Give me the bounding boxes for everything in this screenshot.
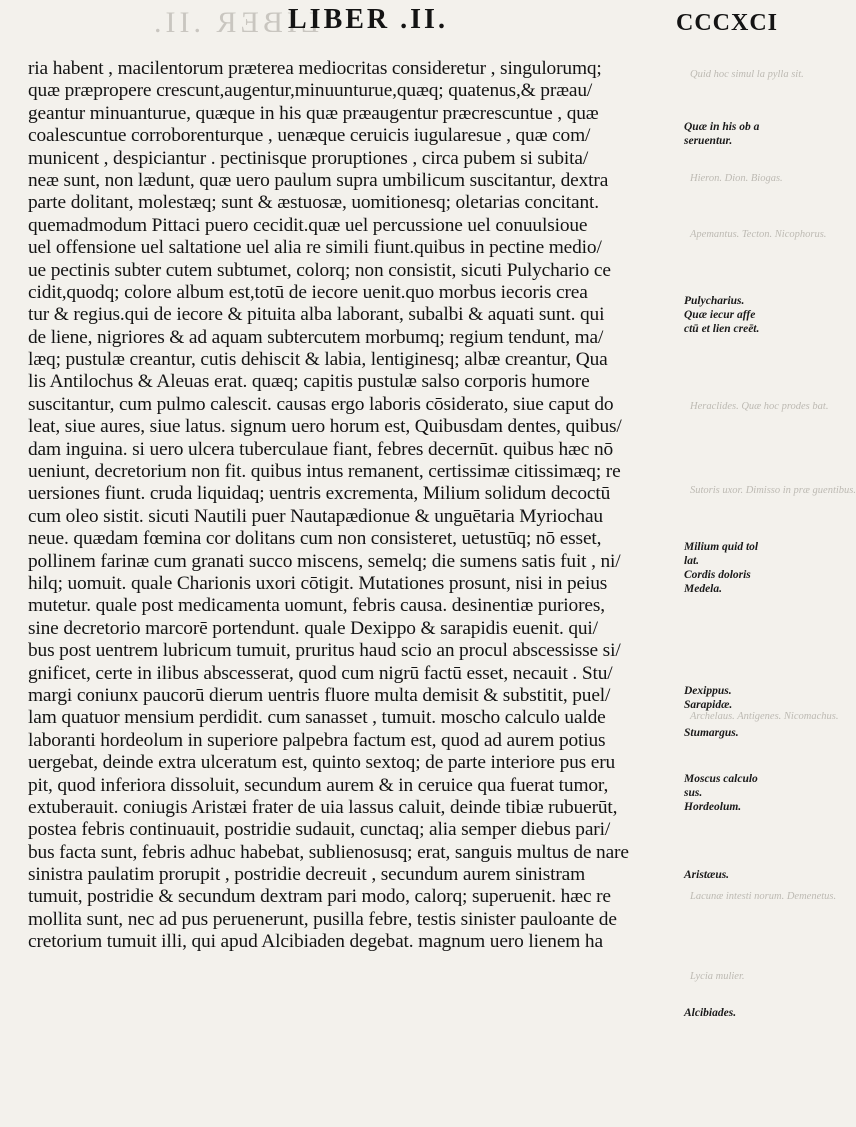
text-line: læq; pustulæ creantur, cutis dehiscit & labia, lentiginesq; albæ creantur, Qua — [28, 349, 608, 371]
text-line: parte dolitant, molestæq; sunt & æstuosæ, uomitionesq; oletarias concitant. — [28, 192, 599, 214]
bleed-note: Heraclides. Quæ hoc prodes bat. — [690, 401, 829, 412]
text-line: leat, siue aures, siue latus. signum uero horum est, Quibusdam dentes, quibus/ — [28, 416, 622, 438]
margin-note: Aristæus. — [684, 869, 730, 881]
text-line: laboranti hordeolum in superiore palpebra factum est, quod ad aurem potius — [28, 729, 606, 751]
margin-note: Pulycharius. Quæ iecur affe ctū et lien creēt. — [684, 295, 760, 335]
text-line: coalescuntue corroborenturque , uenæque ceruicis iugularesue , quæ com/ — [28, 125, 591, 147]
text-line: bus facta sunt, febris adhuc habebat, sublienosusq; erat, sanguis multus de nare — [28, 841, 629, 863]
text-line: hilq; uomuit. quale Charionis uxori cōtigit. Mutationes prosunt, nisi in peius — [28, 572, 608, 594]
text-line: tumuit, postridie & secundum dextram pari modo, calorq; superuenit. hæc re — [28, 886, 611, 908]
bleed-note: Hieron. Dion. Biogas. — [690, 173, 783, 184]
text-line: postea febris continuauit, postridie sudauit, cunctaq; alia semper diebus pari/ — [28, 819, 611, 841]
text-line: geantur minuanturue, quæque in his quæ præaugentur præcrescuntue , quæ — [28, 102, 599, 124]
text-line: dam inguina. si uero ulcera tuberculaue fiant, febres decernūt. quibus hæc nō — [28, 438, 614, 460]
text-line: uergebat, deinde extra ulceratum est, quinto sextoq; de parte interiore pus eru — [28, 752, 616, 774]
text-line: suscitantur, cum pulmo calescit. causas ergo laboris cōsiderato, siue caput do — [28, 393, 614, 415]
text-line: cum oleo sistit. sicuti Nautili puer Nautapædionue & unguētaria Myriochau — [28, 505, 603, 527]
text-line: municent , despiciantur . pectinisque proruptiones , circa pubem si subita/ — [28, 147, 589, 169]
text-line: quæ præpropere crescunt,augentur,minuunturue,quæq; quatenus,& præau/ — [28, 80, 593, 102]
margin-note: Alcibiades. — [684, 1007, 737, 1019]
text-line: sinistra paulatim prorupit , postridie decreuit , secundum aurem sinistram — [28, 864, 586, 886]
running-head: LIBER .II. — [288, 4, 448, 35]
text-line: tur & regius.qui de iecore & pituita alba laborant, subalbi & aquati sunt. qui — [28, 304, 605, 326]
text-line: neue. quædam fœmina cor dolitans cum non consisteret, uetustūq; nō esset, — [28, 528, 602, 550]
text-line: ria habent , macilentorum præterea mediocritas consideretur , singulorumq; — [28, 58, 602, 79]
text-line: gnificet, certe in ilibus abscesserat, quod cum nigrū factū esset, necauit . Stu/ — [28, 662, 613, 684]
text-line: cretorium tumuit illi, qui apud Alcibiaden degebat. magnum uero lienem ha — [28, 931, 603, 953]
margin-note: Dexippus. Sarapidæ. — [684, 685, 733, 711]
text-line: quemadmodum Pittaci puero cecidit.quæ uel percussione uel conuulsioue — [28, 214, 588, 236]
bleed-note: Lacunæ intesti norum. Demenetus. — [690, 891, 837, 902]
text-line: margi coniunx paucorū dierum uentris fluore multa demisit & substitit, puel/ — [28, 684, 611, 706]
text-line: mutetur. quale post medicamenta uomunt, febris causa. desinentiæ puriores, — [28, 595, 605, 617]
bleed-note: Apemantus. Tecton. Nicophorus. — [690, 229, 827, 240]
text-line: neæ sunt, non lædunt, quæ uero paulum supra umbilicum suscitantur, dextra — [28, 169, 609, 191]
text-line: pollinem farinæ cum granati succo miscens, semelq; die sumens satis fuit , ni/ — [28, 550, 621, 572]
bleed-note: Sutoris uxor. Dimisso in præ guentibus. — [690, 485, 856, 496]
text-line: lam quatuor mensium perdidit. cum sanasset , tumuit. moscho calculo ualde — [28, 707, 606, 729]
bleed-note: Archelaus. Antigenes. Nicomachus. — [690, 711, 839, 722]
margin-note: Milium quid tol lat. Cordis doloris Medela. — [684, 541, 759, 595]
folio-number: CCCXCI — [676, 10, 778, 36]
bleed-through-heading: LIBER .II. — [150, 6, 320, 39]
main-text-block — [28, 58, 678, 954]
text-line: extuberauit. coniugis Aristæi frater de uia lassus caluit, deinde tibiæ rubuerūt, — [28, 796, 618, 818]
bleed-note: Quid hoc simul la pylla sit. — [690, 69, 804, 80]
text-line: cidit,quodq; colore album est,totū de iecore uenit.quo morbus iecoris crea — [28, 281, 588, 303]
margin-note: Moscus calculo sus. Hordeolum. — [684, 773, 758, 813]
text-line: mollita sunt, nec ad pus peruenerunt, pusilla febre, testis sinister pauloante de — [28, 908, 617, 930]
text-line: ue pectinis subter cutem subtumet, colorq; non consistit, sicuti Pulychario ce — [28, 259, 611, 281]
text-line: uel offensione uel saltatione uel alia re simili fiunt.quibus in pectine medio/ — [28, 237, 602, 259]
text-line: ueniunt, decretorium non fit. quibus intus remanent, certissimæ citissimæq; re — [28, 461, 621, 483]
text-line: lis Antilochus & Aleuas erat. quæq; capitis pustulæ salso corporis humore — [28, 371, 590, 393]
text-line: sine decretorio marcorē portendunt. quale Dexippo & sarapidis euenit. qui/ — [28, 617, 598, 639]
text-line: de liene, nigriores & ad aquam subtercutem morbumq; regium tendunt, ma/ — [28, 326, 604, 348]
bleed-note: Lycia mulier. — [690, 971, 745, 982]
text-line: uersiones fiunt. cruda liquidaq; uentris excrementa, Milium solidum decoctū — [28, 483, 611, 505]
margin-note: Quæ in his ob a seruentur. — [684, 121, 760, 147]
text-line: pit, quod inferiora dissoluit, secundum aurem & in ceruice qua fuerat tumor, — [28, 774, 609, 796]
margin-note: Stumargus. — [684, 727, 739, 739]
text-line: bus post uentrem lubricum tumuit, pruritus haud scio an procul abscessisse si/ — [28, 640, 621, 662]
